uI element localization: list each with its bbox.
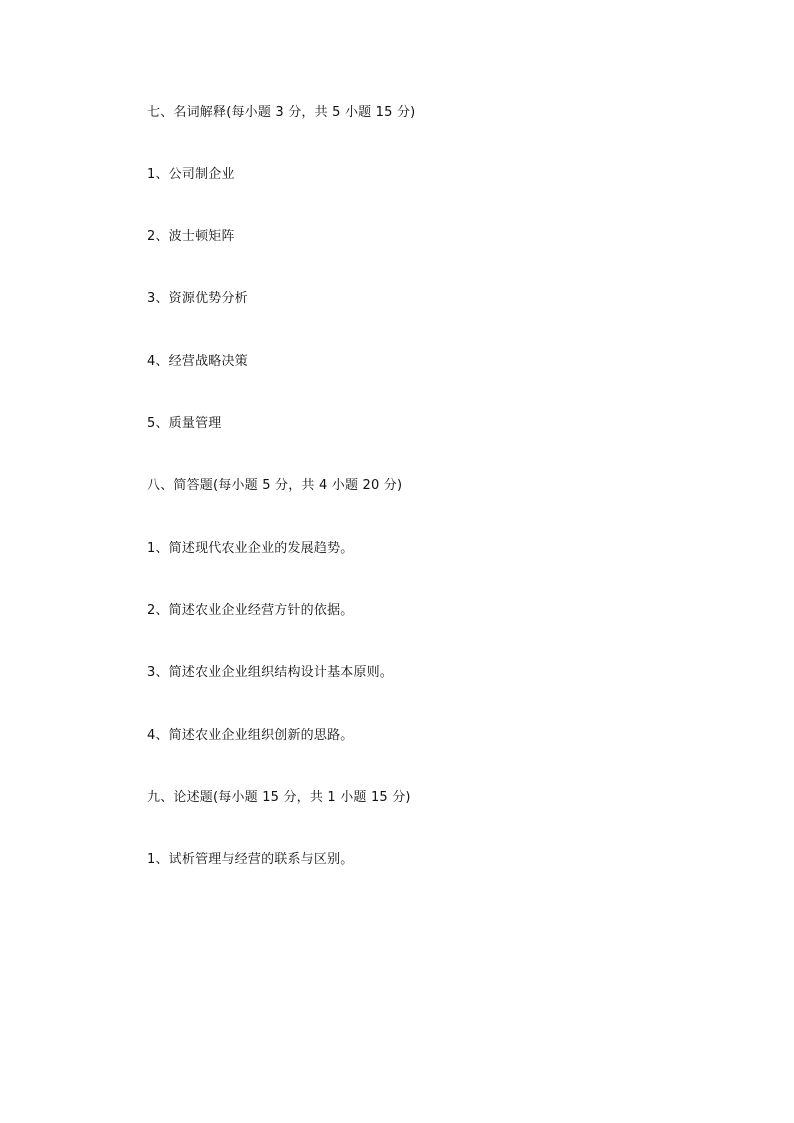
section-7-item-2: 2、波士顿矩阵 — [147, 229, 235, 244]
section-7-item-4: 4、经营战略决策 — [147, 354, 248, 369]
section-7-item-3: 3、资源优势分析 — [147, 291, 248, 306]
section-8-heading: 八、简答题(每小题 5 分，共 4 小题 20 分) — [147, 478, 403, 493]
section-8-item-2: 2、简述农业企业经营方针的依据。 — [147, 603, 354, 618]
section-8-item-3: 3、简述农业企业组织结构设计基本原则。 — [147, 665, 394, 680]
section-9-heading: 九、论述题(每小题 15 分，共 1 小题 15 分) — [147, 790, 411, 805]
section-8-item-4: 4、简述农业企业组织创新的思路。 — [147, 728, 354, 743]
section-7-item-5: 5、质量管理 — [147, 416, 222, 431]
section-9-item-1: 1、试析管理与经营的联系与区别。 — [147, 852, 354, 867]
section-7-heading: 七、名词解释(每小题 3 分，共 5 小题 15 分) — [147, 105, 416, 120]
section-8-item-1: 1、简述现代农业企业的发展趋势。 — [147, 541, 354, 556]
section-7-item-1: 1、公司制企业 — [147, 167, 235, 182]
